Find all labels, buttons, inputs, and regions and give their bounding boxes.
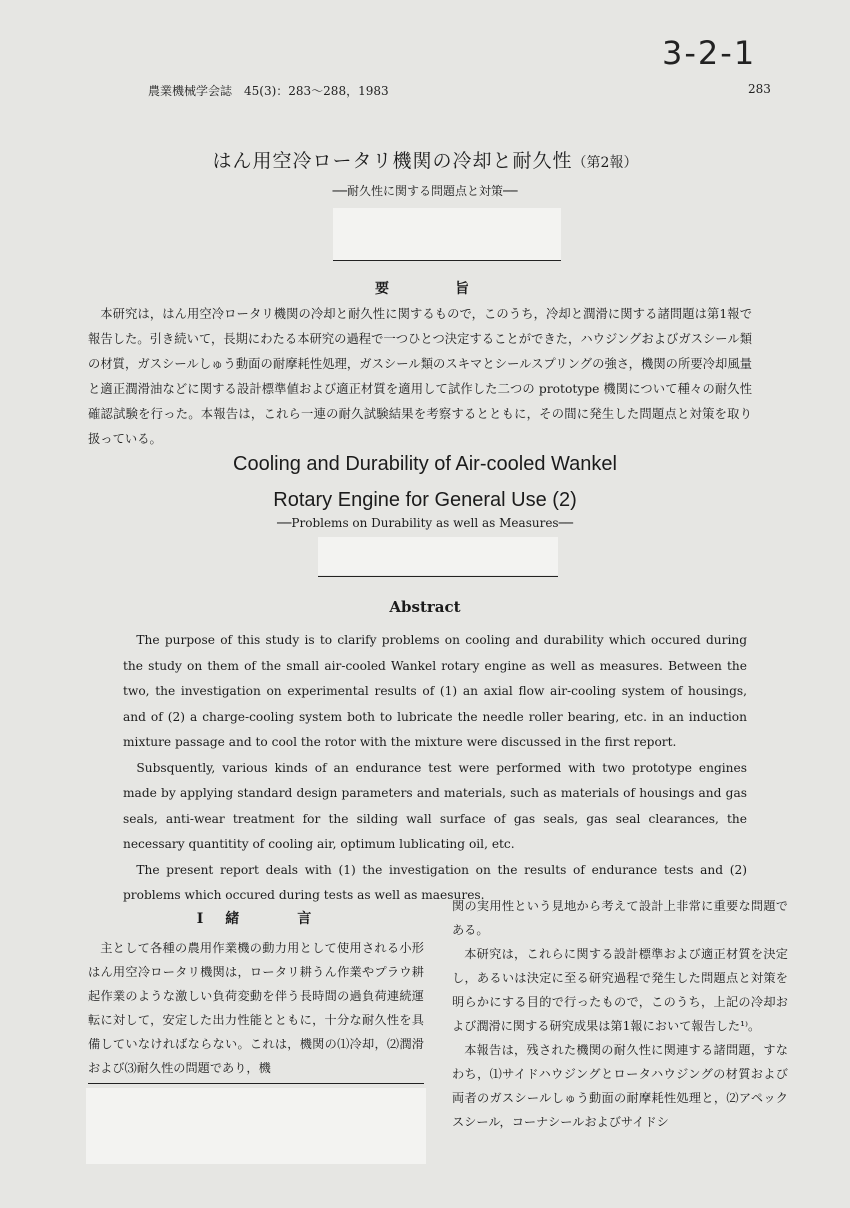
japanese-title-block	[0, 146, 850, 173]
journal-citation: 農業機械学会誌 45(3)：283～288，1983	[148, 84, 389, 98]
japanese-summary-text: 本研究は，はん用空冷ロータリ機関の冷却と耐久性に関するもので，このうち，冷却と潤滑に関する諸問題は第1報で報告した。引き続いて，長期にわたる本研究の過程で一つひとつ決定することができた，ハウジングおよびガスシール類の材質，ガスシールしゅう動面の耐摩耗性処理，ガスシール類のスキマとシールスプリングの強さ，機関の所要冷却風量と適正潤滑油などに関する設計標準値および適正材質を適用して試作した二つの prototype 機関について種々の耐久性確認試験を行った。本報告は，これら一連の耐久試験結果を考察するとともに，その間に発生した問題点と対策を取り扱っている。	[88, 307, 752, 446]
handwritten-reference: 3-2-1	[662, 34, 757, 72]
author-cover-slip	[333, 208, 561, 260]
abstract-paragraph-1: The purpose of this study is to clarify problems on cooling and durability which occured during the study on them of the small air-cooled Wankel rotary engine as well as measures. Between the two, the investigation on experimental results of (1) an axial flow air-cooling system of housings, and of (2) a charge-cooling system both to lubricate the needle roller bearing, etc. in an induction mixture passage and to cool the rotor with the mixture were discussed in the first report.	[123, 633, 747, 749]
english-author-cover-slip	[318, 537, 558, 575]
author-rule	[333, 260, 561, 261]
english-title	[0, 446, 850, 518]
footnote-cover-slip	[86, 1088, 426, 1164]
abstract-body	[123, 628, 747, 909]
japanese-title: はん用空冷ロータリ機関の冷却と耐久性	[212, 150, 573, 172]
introduction-left-column	[88, 936, 424, 1080]
introduction-continued: 関の実用性という見地から考えて設計上非常に重要な問題である。	[452, 899, 788, 937]
summary-heading: 要 旨	[375, 281, 475, 297]
footnote-rule	[88, 1083, 424, 1084]
abstract-paragraph-3: The present report deals with (1) the investigation on the results of endurance tests and (2) problems which occured during tests as well as maesures.	[123, 862, 747, 902]
english-author-rule	[318, 576, 558, 577]
japanese-summary	[88, 302, 752, 452]
japanese-subtitle: ──耐久性に関する問題点と対策──	[332, 184, 518, 198]
introduction-heading: Ⅰ 緒 言	[196, 911, 316, 927]
introduction-right-column	[452, 894, 788, 1134]
introduction-paragraph-3: 本報告は，残された機関の耐久性に関連する諸問題，すなわち，⑴サイドハウジングとロータハウジングの材質および両者のガスシールしゅう動面の耐摩耗性処理と，⑵アペックスシール，コーナシールおよびサイドシ	[452, 1043, 788, 1129]
english-title-line1: Cooling and Durability of Air-cooled Wankel	[233, 453, 617, 475]
introduction-paragraph-2: 本研究は，これらに関する設計標準および適正材質を決定し，あるいは決定に至る研究過程で発生した問題点と対策を明らかにする目的で行ったもので，このうち，上記の冷却および潤滑に関する研究成果は第1報において報告した¹⁾。	[452, 947, 788, 1033]
abstract-heading: Abstract	[389, 598, 461, 616]
english-title-line2: Rotary Engine for General Use (2)	[273, 489, 577, 511]
introduction-paragraph-1: 主として各種の農用作業機の動力用として使用される小形はん用空冷ロータリ機関は，ロータリ耕うん作業やプラウ耕起作業のような激しい負荷変動を伴う長時間の過負荷連続運転に対して，安定した出力性能とともに，十分な耐久性を具備していなければならない。これは，機関の⑴冷却，⑵潤滑および⑶耐久性の問題であり，機	[88, 941, 424, 1075]
japanese-title-suffix: （第2報）	[572, 155, 638, 171]
abstract-paragraph-2: Subsquently, various kinds of an endurance test were performed with two prototype engines made by applying standard design parameters and materials, such as materials of housings and gas seals, anti-wear treatment for the silding wall surface of gas seals, gas seal clearances, the necessary quantitity of cooling air, optimum lublicating oil, etc.	[123, 760, 747, 851]
page-number: 283	[748, 82, 771, 96]
english-subtitle: ──Problems on Durability as well as Measures──	[276, 516, 574, 530]
